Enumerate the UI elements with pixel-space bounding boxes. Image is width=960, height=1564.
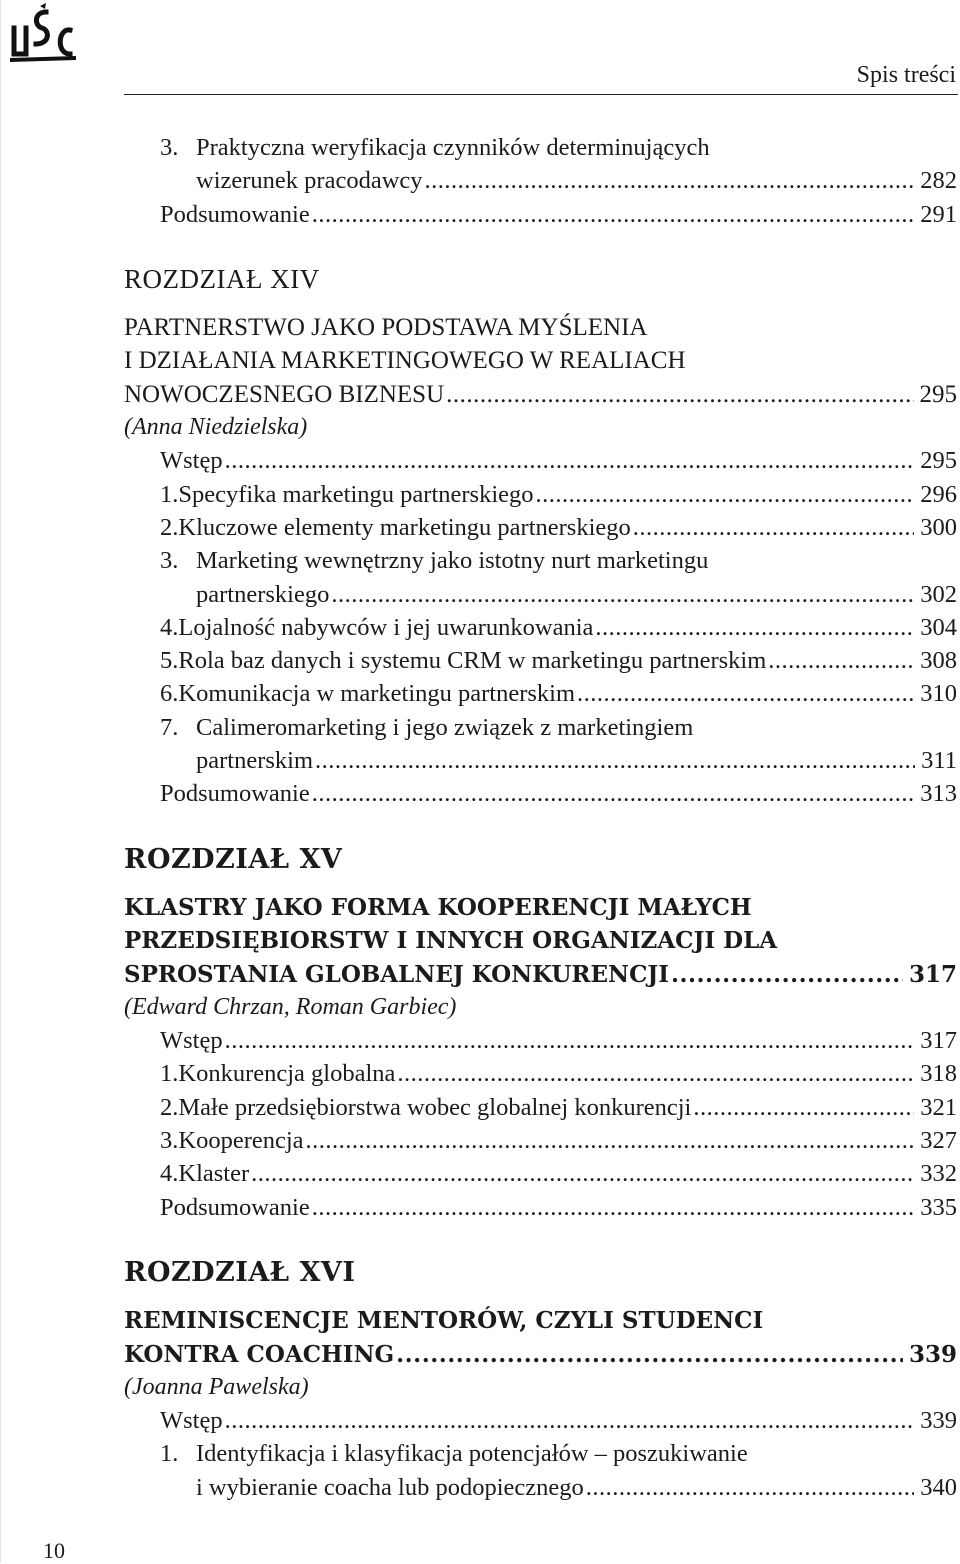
entry-title: Identyfikacja i klasyfikacja potencjałów – poszukiwanie <box>196 1440 748 1468</box>
dot-leader <box>671 958 903 991</box>
toc-entry <box>124 578 957 611</box>
chapter-label: ROZDZIAŁ XV <box>124 843 343 875</box>
dot-leader <box>331 578 914 611</box>
chapter-title-text: NOWOCZESNEGO BIZNESU <box>124 380 445 408</box>
toc-entry <box>124 1404 957 1437</box>
entry-title: Lojalność nabywców i jej uwarunkowania <box>178 613 594 641</box>
chapter-title: REMINISCENCJE MENTORÓW, CZYLI STUDENCI <box>124 1307 764 1335</box>
dot-leader <box>425 164 915 197</box>
dot-leader <box>315 744 915 777</box>
entry-page: 317 <box>920 1027 957 1055</box>
toc-entry <box>124 511 957 544</box>
entry-number: 3. <box>160 1127 179 1155</box>
entry-title: Kluczowe elementy marketingu partnerskiego <box>178 513 631 541</box>
chapter-page: 339 <box>908 1340 957 1368</box>
entry-page: 339 <box>920 1407 957 1435</box>
dot-leader <box>312 1191 915 1224</box>
entry-title: Specyfika marketingu partnerskiego <box>178 480 534 508</box>
dot-leader <box>577 677 914 710</box>
dot-leader <box>225 1024 915 1057</box>
dot-leader <box>306 1124 915 1157</box>
entry-title: i wybieranie coacha lub podopiecznego <box>196 1473 584 1501</box>
toc-entry <box>124 611 957 644</box>
university-logo <box>6 2 80 66</box>
page-edge <box>0 0 1 1563</box>
entry-number: 3. <box>160 547 179 575</box>
dot-leader <box>633 511 914 544</box>
chapter-page: 317 <box>908 960 957 988</box>
entry-title: Praktyczna weryfikacja czynników determinujących <box>196 134 710 161</box>
chapter-title <box>124 378 957 411</box>
dot-leader <box>586 1471 914 1504</box>
entry-title: Calimeromarketing i jego związek z marketingiem <box>196 713 694 741</box>
entry-number: 4. <box>160 613 179 641</box>
chapter-author: (Anna Niedzielska) <box>124 414 308 441</box>
entry-page: 304 <box>920 613 957 641</box>
spacer <box>124 1289 957 1304</box>
entry-page: 340 <box>920 1473 957 1501</box>
dot-leader <box>396 1338 903 1371</box>
entry-page: 308 <box>920 647 957 675</box>
entry-number: 6. <box>160 680 179 708</box>
toc-entry <box>124 1091 957 1124</box>
entry-page: 335 <box>920 1193 957 1221</box>
entry-title: wizerunek pracodawcy <box>196 167 423 195</box>
dot-leader <box>536 478 915 511</box>
entry-title: Rola baz danych i systemu CRM w marketingu partnerskim <box>178 647 767 675</box>
chapter-title: KLASTRY JAKO FORMA KOOPERENCJI MAŁYCH <box>124 893 752 921</box>
dot-leader <box>312 777 915 810</box>
toc-entry <box>124 1057 957 1090</box>
spacer <box>124 296 957 311</box>
toc-entry <box>124 1024 957 1057</box>
chapter-title <box>124 958 957 991</box>
toc-entry <box>124 644 957 677</box>
chapter-label: ROZDZIAŁ XVI <box>124 1256 356 1288</box>
table-of-contents <box>124 131 957 1504</box>
toc-entry <box>124 1157 957 1190</box>
dot-leader <box>225 1404 915 1437</box>
toc-entry <box>124 1191 957 1224</box>
entry-page: 332 <box>920 1160 957 1188</box>
entry-page: 313 <box>920 780 957 808</box>
entry-page: 300 <box>920 513 957 541</box>
entry-page: 295 <box>920 447 957 475</box>
entry-title: Wstęp <box>160 1407 223 1435</box>
chapter-author: (Edward Chrzan, Roman Garbiec) <box>124 993 457 1020</box>
toc-entry <box>124 677 957 710</box>
toc-entry <box>124 1437 957 1470</box>
entry-number: 2. <box>160 513 179 541</box>
toc-entry <box>124 164 957 197</box>
entry-page: 291 <box>920 200 957 228</box>
entry-title: Marketing wewnętrzny jako istotny nurt marketingu <box>196 547 709 575</box>
entry-page: 321 <box>920 1093 957 1121</box>
chapter-title: I DZIAŁANIA MARKETINGOWEGO W REALIACH <box>124 347 686 375</box>
entry-number: 4. <box>160 1160 179 1188</box>
dot-leader <box>397 1057 914 1090</box>
chapter-title <box>124 1338 957 1371</box>
entry-title: Kooperencja <box>178 1127 304 1155</box>
dot-leader <box>595 611 914 644</box>
entry-title: Małe przedsiębiorstwa wobec globalnej konkurencji <box>178 1093 692 1121</box>
spacer <box>124 231 957 263</box>
chapter-label: ROZDZIAŁ XIV <box>124 263 320 294</box>
entry-title: partnerskiego <box>196 580 330 608</box>
entry-number: 1. <box>160 1060 179 1088</box>
entry-title: Klaster <box>178 1160 250 1188</box>
entry-title: Komunikacja w marketingu partnerskim <box>178 680 576 708</box>
entry-page: 327 <box>920 1127 957 1155</box>
entry-number: 2. <box>160 1093 179 1121</box>
toc-entry <box>124 1471 957 1504</box>
spacer <box>124 811 957 843</box>
chapter-title-text: SPROSTANIA GLOBALNEJ KONKURENCJI <box>124 960 670 988</box>
entry-number: 1. <box>160 480 179 508</box>
dot-leader <box>446 378 913 411</box>
entry-page: 282 <box>920 167 957 195</box>
dot-leader <box>251 1157 914 1190</box>
chapter-title: PRZEDSIĘBIORSTW I INNYCH ORGANIZACJI DLA <box>124 927 778 955</box>
entry-number: 1. <box>160 1440 179 1468</box>
dot-leader <box>312 198 915 231</box>
spacer <box>124 876 957 891</box>
toc-entry <box>124 777 957 810</box>
entry-title: Podsumowanie <box>160 780 310 808</box>
entry-title: Podsumowanie <box>160 200 310 228</box>
toc-entry <box>124 544 957 577</box>
page-number: 10 <box>43 1538 65 1563</box>
dot-leader <box>768 644 914 677</box>
toc-entry <box>124 198 957 231</box>
toc-entry <box>124 131 957 164</box>
entry-title: Wstęp <box>160 1027 223 1055</box>
entry-page: 318 <box>920 1060 957 1088</box>
entry-number: 3. <box>160 134 179 161</box>
entry-page: 310 <box>920 680 957 708</box>
dot-leader <box>693 1091 914 1124</box>
entry-page: 302 <box>920 580 957 608</box>
entry-title: partnerskim <box>196 747 314 775</box>
chapter-title: PARTNERSTWO JAKO PODSTAWA MYŚLENIA <box>124 314 648 342</box>
entry-title: Podsumowanie <box>160 1193 310 1221</box>
spacer <box>124 1224 957 1256</box>
entry-page: 311 <box>921 747 957 775</box>
toc-entry <box>124 478 957 511</box>
chapter-title-text: KONTRA COACHING <box>124 1340 395 1368</box>
header-rule <box>124 94 958 95</box>
chapter-page: 295 <box>919 380 957 408</box>
entry-number: 5. <box>160 647 179 675</box>
entry-title: Wstęp <box>160 447 223 475</box>
toc-entry <box>124 1124 957 1157</box>
running-head: Spis treści <box>856 62 956 88</box>
chapter-author: (Joanna Pawelska) <box>124 1373 309 1400</box>
entry-page: 296 <box>920 480 957 508</box>
entry-number: 7. <box>160 713 179 741</box>
entry-title: Konkurencja globalna <box>178 1060 396 1088</box>
toc-entry <box>124 744 957 777</box>
toc-entry <box>124 711 957 744</box>
dot-leader <box>225 444 915 477</box>
toc-entry <box>124 444 957 477</box>
